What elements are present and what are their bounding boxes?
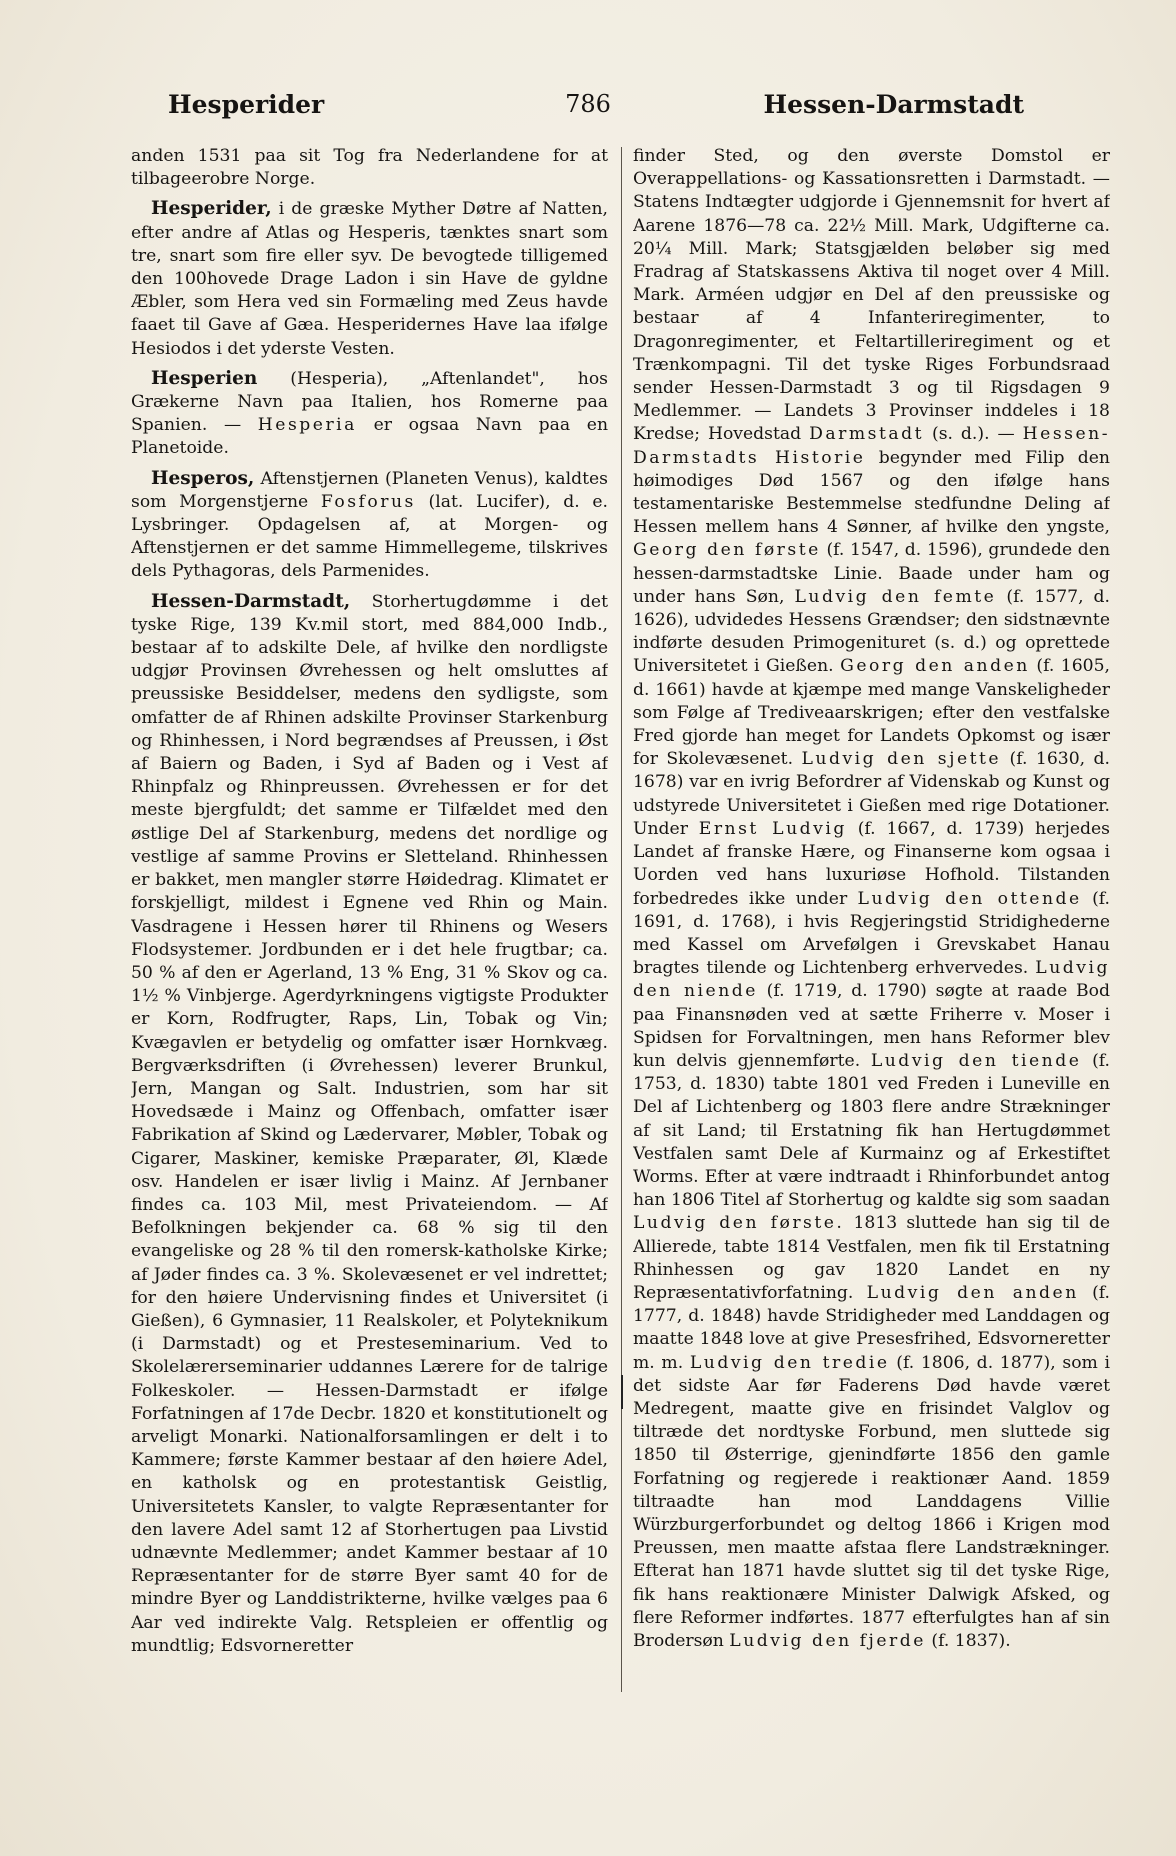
spaced-term: Ludvig den niende bbox=[633, 958, 1110, 1002]
right-column bbox=[633, 145, 1110, 1700]
entry-hesperien bbox=[131, 367, 608, 461]
entry-text: begynder med Filip den høimodiges Død 1567 og den ifølge hans testamentariske Bestemmelse stedfundne Deling af Hessen mellem hans 4 Sønner, af hvilke den yngste, bbox=[633, 447, 1110, 538]
entry-text: (f. 1837). bbox=[931, 1631, 1011, 1651]
spaced-term: Georg den anden bbox=[840, 656, 1030, 677]
running-header bbox=[128, 90, 1048, 130]
entry-hesperos bbox=[131, 467, 608, 584]
headword-hesperos: Hesperos, bbox=[151, 467, 255, 489]
header-right-keyword: Hessen-Darmstadt bbox=[763, 90, 1024, 119]
entry-hessen-continued bbox=[633, 145, 1110, 1653]
entry-hessen-darmstadt bbox=[131, 590, 608, 1658]
column-divider-mark bbox=[621, 1375, 623, 1409]
entry-text: Aftenstjernen (Planeten Venus), kaldtes som Morgenstjerne bbox=[131, 468, 608, 512]
headword-hesperien: Hesperien bbox=[151, 367, 258, 389]
entry-text: (f. 1719, d. 1790) søgte at raade Bod paa Finansnøden ved at sætte Friherre v. Moser i Spidsen for Forvaltningen, men hans Reformer blev kun delvis gjennemførte. bbox=[633, 981, 1110, 1071]
entry-text: (f. 1691, d. 1768), i hvis Regjeringstid Stridighederne med Kassel om Arvefølgen i Grevskabet Hanau bragtes tilende og Lichtenberg erhvervedes. bbox=[633, 888, 1110, 979]
entry-text: (f. 1577, d. 1626), udvidedes Hessens Grændser; den sidstnævnte indførte desuden Primogenituret (s. d.) og oprettede Universitetet i Gießen. bbox=[633, 586, 1110, 677]
spaced-term: Hesperia bbox=[257, 415, 357, 436]
headword-hesperider: Hesperider, bbox=[151, 198, 272, 220]
entry-text: (f. 1667, d. 1739) herjedes Landet af franske Hære, og Finanserne kom ogsaa i Uorden ved hans luxuriøse Hofhold. Tilstanden forbedredes ikke under bbox=[633, 818, 1110, 909]
entry-text: er ogsaa Navn paa en Planetoide. bbox=[131, 415, 608, 459]
spaced-term: Darmstadt bbox=[809, 424, 925, 445]
spaced-term: Fosforus bbox=[320, 491, 416, 512]
entry-text: (f. 1605, d. 1661) havde at kjæmpe med mange Vanskeligheder som Følge af Trediveaarskrigen; efter den vestfalske Fred gjorde han meget for Landets Opkomst og især for Skolevæsenet. bbox=[633, 656, 1110, 770]
entry-text: (Hesperia), „Aftenlandet", hos Grækerne Navn paa Italien, hos Romerne paa Spanien. — bbox=[131, 368, 608, 436]
entry-text: (s. d.). — bbox=[932, 424, 1015, 445]
entry-text: finder Sted, og den øverste Domstol er Overappellations- og Kassationsretten i Darmstadt. — Statens Indtægter udgjorde i Gjennemsnit for hvert af Aarene 1876—78 ca. 22½ Mill. Mark, Udgifterne ca. 20¼ Mill. Mark; Statsgjælden beløber sig med Fradrag af Statskassens Aktiva til noget over 4 Mill. Mark. Arméen udgjør en Del af den preussiske og bestaar af 4 Infanteriregimenter, to Dragonregimenter, et Feltartilleriregiment og et Trænkompagni. Til det tyske Riges Forbundsraad sender Hessen-Darmstadt 3 og til Rigsdagen 9 Medlemmer. — Landets 3 Provinser inddeles i 18 Kredse; Hovedstad bbox=[633, 146, 1110, 445]
entry-text: (f. 1753, d. 1830) tabte 1801 ved Freden i Luneville en Del af Lichtenberg og 1803 flere andre Strækninger af sit Land; til Erstatning fik han Hertugdømmet Vestfalen samt Dele af Kurmainz og af Erkestiftet Worms. Efter at være indtraadt i Rhinforbundet antog han 1806 Titel af Storhertug og kaldte sig som saadan bbox=[633, 1050, 1110, 1211]
column-divider bbox=[621, 147, 622, 1692]
header-left-keyword: Hesperider bbox=[168, 90, 325, 119]
continuation-text: anden 1531 paa sit Tog fra Nederlandene for at tilbageerobre Norge. bbox=[131, 146, 608, 190]
left-column bbox=[131, 145, 608, 1700]
spaced-term: Ludvig den fjerde bbox=[729, 1631, 926, 1651]
spaced-term: Ernst Ludvig bbox=[698, 818, 847, 839]
entry-text: Storhertugdømme i det tyske Rige, 139 Kv.mil stort, med 884,000 Indb., bestaar af to adskilte Dele, af hvilke den nordligste udgjør Provinsen Øvrehessen og helt omsluttes af preussiske Besiddelser, medens den sydligste, som omfatter de af Rhinen adskilte Provinser Starkenburg og Rhinhessen, i Nord begrændses af Preussen, i Øst af Baiern og Baden, i Syd af Baden og i Vest af Rhinpfalz og Rhinpreussen. Øvrehessen er for det meste bjergfuldt; det samme er Tilfældet med den østlige Del af Starkenburg, medens det nordlige og vestlige af samme Provins er Sletteland. Rhinhessen er bakket, men mangler større Høidedrag. Klimatet er forskjelligt, mildest i Egnene ved Rhin og Main. Vasdragene i Hessen hører til Rhinens og Wesers Flodsystemer. Jordbunden er i det hele frugtbar; ca. 50 % af den er Agerland, 13 % Eng, 31 % Skov og ca. 1½ % Vinbjerge. Agerdyrkningens vigtigste Produkter er Korn, Rodfrugter, Raps, Lin, Tobak og Vin; Kvægavlen er betydelig og omfatter især Hornkvæg. Bergværksdriften (i Øvrehessen) leverer Brunkul, Jern, Mangan og Salt. Industrien, som har sit Hovedsæde i Mainz og Offenbach, omfatter især Fabrikation af Skind og Lædervarer, Møbler, Tobak og Cigarer, Maskiner, kemiske Præparater, Øl, Klæde osv. Handelen er især livlig i Mainz. Af Jernbaner findes ca. 103 Mil, mest Privateiendom. — Af Befolkningen bekjender ca. 68 % sig til den evangeliske og 28 % til den romersk-katholske Kirke; af Jøder findes ca. 3 %. Skolevæsenet er vel indrettet; for den høiere Undervisning findes et Universitet (i Gießen), 6 Gymnasier, 11 Realskoler, et Polyteknikum (i Darmstadt) og et Presteseminarium. Ved to Skolelærerseminarier uddannes Lærere for de talrige Folkeskoler. — Hessen-Darmstadt er ifølge Forfatningen af 17de Decbr. 1820 et konstitutionelt og arveligt Monarki. Nationalforsamlingen er delt i to Kammere; første Kammer bestaar af den høiere Adel, en katholsk og en protestantisk Geistlig, Universitetets Kansler, to valgte Repræsentanter for den lavere Adel samt 12 af Storhertugen paa Livstid udnævnte Medlemmer; andet Kammer bestaar af 10 Repræsentanter for de større Byer samt 40 for de mindre Byer og Landdistrikterne, hvilke vælges paa 6 Aar ved indirekte Valg. Retspleien er offentlig og mundtlig; Edsvorneretter bbox=[131, 591, 608, 1656]
spaced-term: Ludvig den sjette bbox=[801, 749, 1002, 770]
spaced-term: Ludvig den første. bbox=[633, 1213, 845, 1234]
entry-hesperider bbox=[131, 197, 608, 360]
entry-text: (f. 1777, d. 1848) havde Stridigheder med Landdagen og maatte 1848 love at give Presesfrihed, Edsvorneretter m. m. bbox=[633, 1282, 1110, 1373]
headword-hessen-darmstadt: Hessen-Darmstadt, bbox=[151, 590, 351, 612]
entry-text: (f. 1630, d. 1678) var en ivrig Befordrer af Videnskab og Kunst og udstyrede Universitetet i Gießen med rige Dotationer. Under bbox=[633, 749, 1110, 839]
entry-text: 1813 sluttede han sig til de Allierede, tabte 1814 Vestfalen, men fik til Erstatning Rhinhessen og gav 1820 Landet en ny Repræsentativforfatning. bbox=[633, 1213, 1110, 1303]
spaced-term: Ludvig den tredie bbox=[689, 1352, 890, 1373]
spaced-term: Ludvig den anden bbox=[866, 1282, 1079, 1303]
spaced-term: Ludvig den femte bbox=[794, 586, 997, 607]
spaced-term: Ludvig den tiende bbox=[870, 1050, 1082, 1071]
entry-text: (lat. Lucifer), d. e. Lysbringer. Opdagelsen af, at Morgen- og Aftenstjernen er det samme Himmellegeme, tilskrives dels Pythagoras, dels Parmenides. bbox=[131, 491, 608, 582]
spaced-term: Hessen-Darmstadts Historie bbox=[633, 424, 1110, 468]
spaced-term: Georg den første bbox=[633, 540, 821, 561]
page-number: 786 bbox=[565, 90, 611, 118]
entry-text: (f. 1547, d. 1596), grundede den hessen-darmstadtske Linie. Baade under ham og under hans Søn, bbox=[633, 540, 1110, 607]
entry-text: (f. 1806, d. 1877), som i det sidste Aar før Faderens Død havde været Medregent, maatte give en frisindet Valglov og tiltræde det nordtyske Forbund, men sluttede sig 1850 til Østerrige, gjenindførte 1856 den gamle Forfatning og regjerede i reaktionær Aand. 1859 tiltraadte han mod Landdagens Villie Würzburgerforbundet og deltog 1866 i Krigen mod Preussen, men maatte afstaa flere Landstrækninger. Efterat han 1871 havde sluttet sig til det tyske Rige, fik hans reaktionære Minister Dalwigk Afsked, og flere Reformer indførtes. 1877 efterfulgtes han af sin Brodersøn bbox=[633, 1352, 1110, 1651]
spaced-term: Ludvig den ottende bbox=[857, 888, 1082, 909]
entry-text: i de græske Myther Døtre af Natten, efter andre af Atlas og Hesperis, tænktes snart som tre, snart som fire eller syv. De bevogtede tilligemed den 100hovede Drage Ladon i sin Have de gyldne Æbler, som Hera ved sin Formæling med Zeus havde faaet til Gave af Gæa. Hesperidernes Have laa ifølge Hesiodos i det yderste Vesten. bbox=[131, 199, 608, 359]
